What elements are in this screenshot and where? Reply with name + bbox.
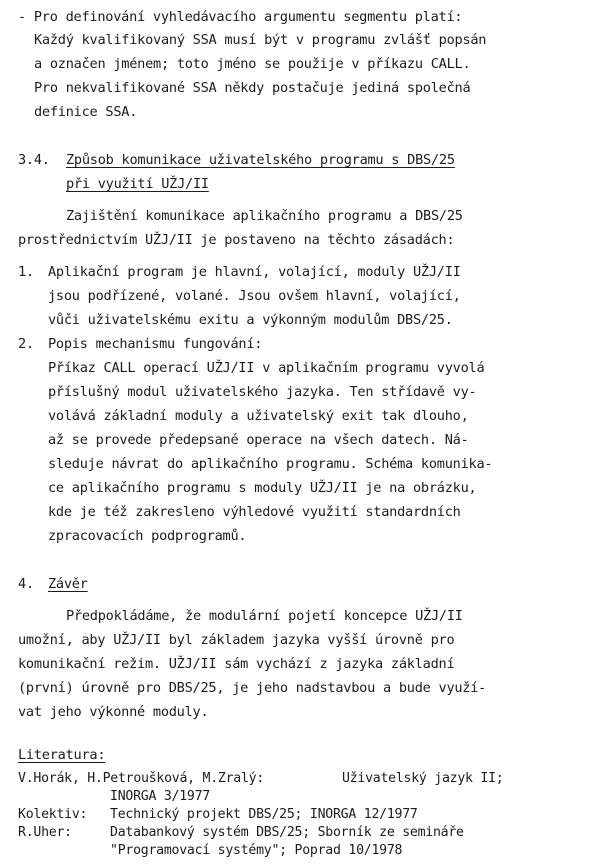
intro-line-4: Pro nekvalifikované SSA někdy postačuje jediná společná (34, 80, 471, 96)
item-2-line-2: Příkaz CALL operací UŽJ/II v aplikačním programu vyvolá (48, 360, 485, 376)
item-2-line-7: ce aplikačního programu s moduly UŽJ/II je na obrázku, (48, 480, 477, 496)
item-1-number: 1. (18, 264, 34, 280)
reference-2-authors: Kolektiv: (18, 807, 88, 822)
item-2-line-9: zpracovacích podprogramů. (48, 528, 247, 544)
reference-1-authors: V.Horák, H.Petroušková, M.Zralý: (18, 771, 265, 786)
reference-3-authors: R.Uher: (18, 825, 72, 840)
section-4-line-5: vat jeho výkonné moduly. (18, 704, 209, 720)
item-2-number: 2. (18, 336, 34, 352)
reference-1-text: Uživatelský jazyk II; (342, 771, 504, 786)
item-1-line-2: jsou podřízené, volané. Jsou ovšem hlavní, volající, (48, 288, 461, 304)
item-2-line-6: sleduje návrat do aplikačního programu. Schéma komunika- (48, 456, 493, 472)
intro-line-2: Každý kvalifikovaný SSA musí být v programu zvlášť popsán (34, 32, 487, 48)
section-4-line-4: (první) úrovně pro DBS/25, je jeho nadstavbou a bude využí- (18, 680, 487, 696)
item-2-line-3: příslušný modul uživatelského jazyka. Ten střídavě vy- (48, 384, 477, 400)
intro-line-5: definice SSA. (34, 104, 138, 120)
section-4-line-2: umožní, aby UŽJ/II byl základem jazyka vyšší úrovně pro (18, 632, 455, 648)
section-3-4-number: 3.4. (18, 152, 50, 168)
section-3-4-para-line-2: prostřednictvím UŽJ/II je postaveno na těchto zásadách: (18, 232, 455, 248)
section-4-number: 4. (18, 576, 34, 592)
intro-line-1: - Pro definování vyhledávacího argumentu segmentu platí: (18, 9, 463, 25)
reference-2-text: Technický projekt DBS/25; INORGA 12/1977 (110, 807, 418, 822)
reference-3-text: Databankový systém DBS/25; Sborník ze semináře (110, 825, 464, 840)
section-3-4-title-line-2: při využití UŽJ/II (66, 176, 209, 192)
section-4-line-3: komunikační režim. UŽJ/II sám vychází z jazyka základní (18, 656, 455, 672)
item-1-line-3: vůči uživatelskému exitu a výkonným modulům DBS/25. (48, 312, 453, 328)
item-2-line-4: volává základní moduly a uživatelský exit tak dlouho, (48, 408, 469, 424)
literature-heading: Literatura: (18, 747, 106, 763)
item-2-line-1: Popis mechanismu fungování: (48, 336, 263, 352)
section-4-line-1: Předpokládáme, že modulární pojetí koncepce UŽJ/II (66, 608, 463, 624)
reference-1-continuation: INORGA 3/1977 (110, 789, 210, 804)
section-3-4-para-line-1: Zajištění komunikace aplikačního programu a DBS/25 (66, 208, 463, 224)
item-1-line-1: Aplikační program je hlavní, volající, moduly UŽJ/II (48, 264, 461, 280)
item-2-line-5: až se provede předepsané operace na všech datech. Ná- (48, 432, 469, 448)
section-4-title: Závěr (48, 576, 88, 592)
intro-line-3: a označen jménem; toto jméno se použije v příkazu CALL. (34, 56, 471, 72)
section-3-4-title-line-1: Způsob komunikace uživatelského programu s DBS/25 (66, 152, 455, 168)
reference-3-continuation: "Programovací systémy"; Poprad 10/1978 (110, 843, 403, 858)
item-2-line-8: kde je též zakresleno výhledové využití standardních (48, 504, 461, 520)
